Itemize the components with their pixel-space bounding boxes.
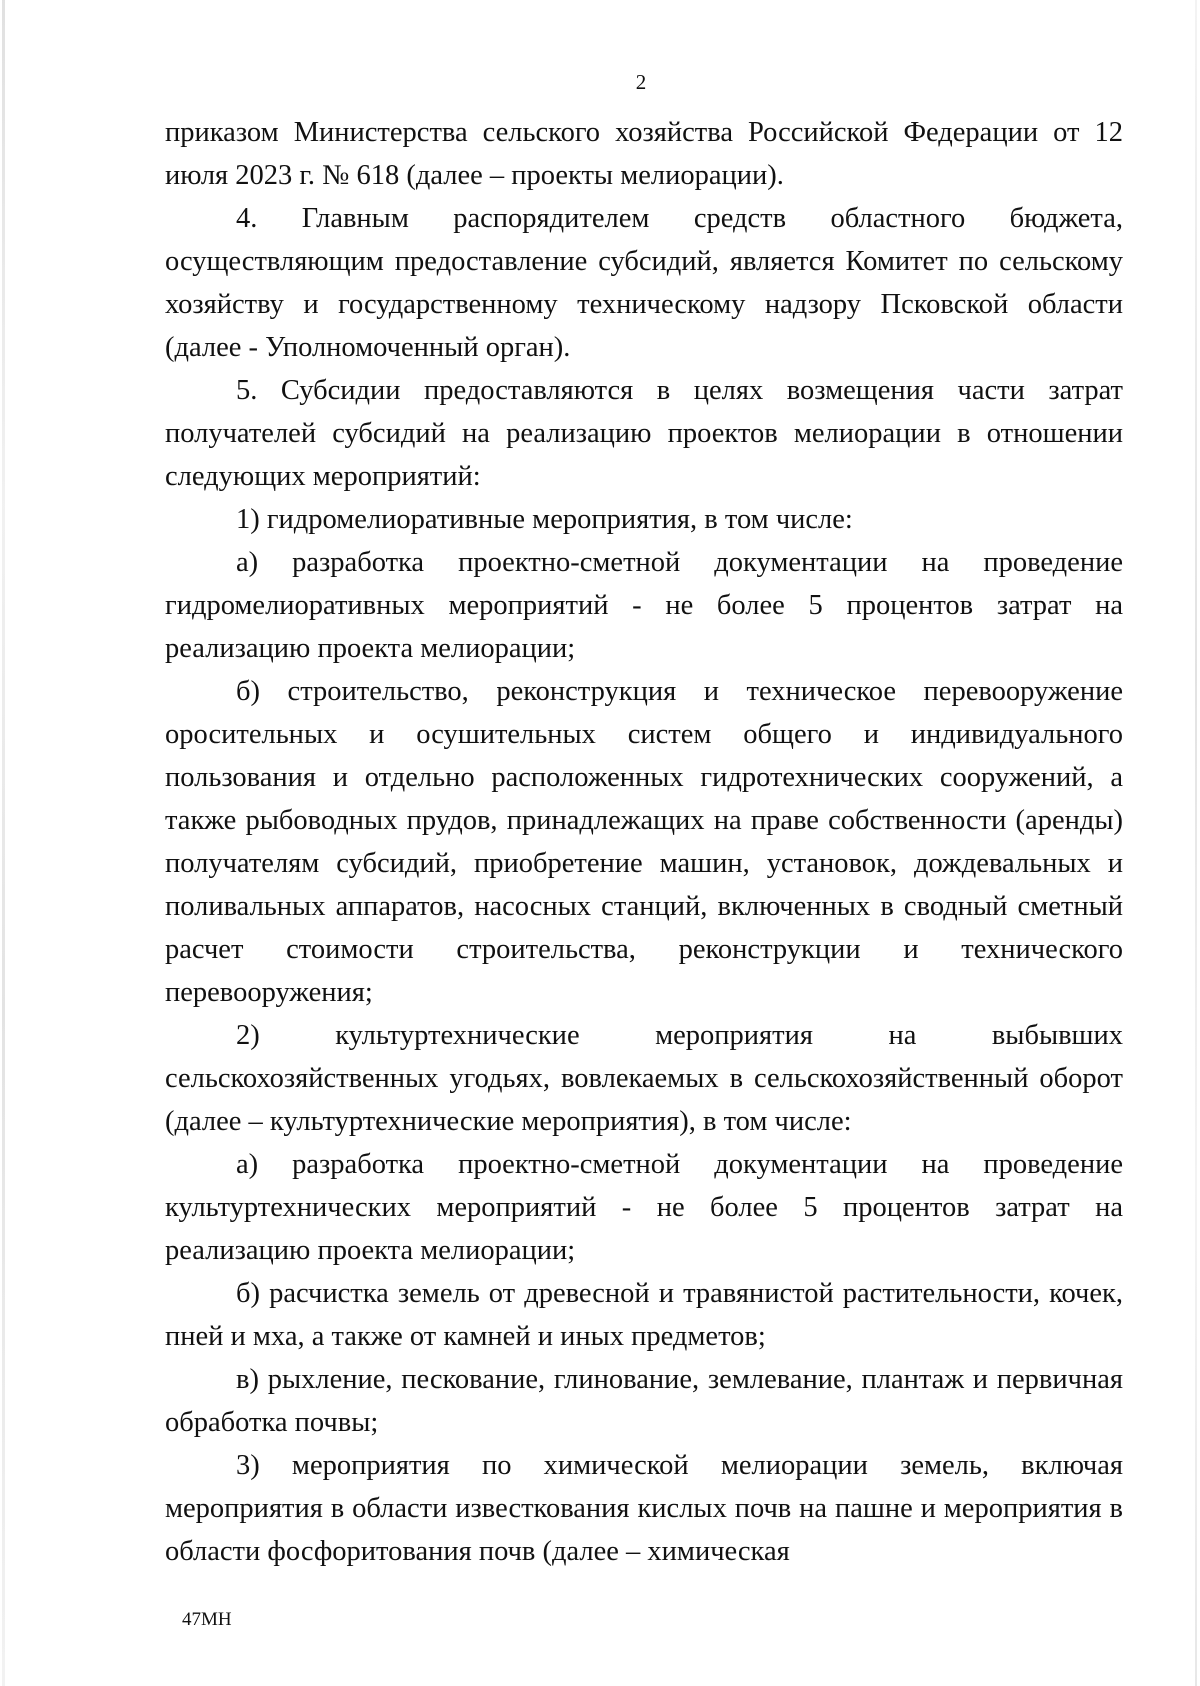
paragraph-item-4: 4. Главным распорядителем средств областного бюджета, осуществляющим предоставление субсидий, является Комитет по сельскому хозяйству и государственному техническому надзору Псковской области (далее - Уполномоченный орган).: [165, 203, 1123, 363]
scan-edge-right: [1195, 0, 1197, 1686]
paragraph-subitem-1: 1) гидромелиоративные мероприятия, в том числе:: [236, 504, 853, 535]
scan-edge-left: [2, 0, 5, 1686]
document-body: [165, 111, 1123, 1573]
paragraph-subitem-2a: а) разработка проектно-сметной документации на проведение культуртехнических мероприятий - не более 5 процентов затрат на реализацию проекта мелиорации;: [165, 1149, 1123, 1266]
footer-code: 47МН: [182, 1609, 232, 1630]
paragraph-subitem-3: 3) мероприятия по химической мелиорации земель, включая мероприятия в области известкования кислых почв на пашне и мероприятия в области фосфоритования почв (далее – химическая: [165, 1450, 1123, 1567]
paragraph-item-5: 5. Субсидии предоставляются в целях возмещения части затрат получателей субсидий на реализацию проектов мелиорации в отношении следующих мероприятий:: [165, 375, 1123, 492]
paragraph-subitem-2b: б) расчистка земель от древесной и травянистой растительности, кочек, пней и мха, а также от камней и иных предметов;: [165, 1278, 1123, 1352]
paragraph-subitem-2v: в) рыхление, пескование, глинование, землевание, плантаж и первичная обработка почвы;: [165, 1364, 1123, 1438]
paragraph-continuation: приказом Министерства сельского хозяйства Российской Федерации от 12 июля 2023 г. № 618 (далее – проекты мелиорации).: [165, 117, 1123, 191]
page-number: 2: [635, 70, 647, 94]
paragraph-subitem-1b: б) строительство, реконструкция и техническое перевооружение оросительных и осушительных систем общего и индивидуального пользования и отдельно расположенных гидротехнических сооружений, а также рыбоводных прудов, принадлежащих на праве собственности (аренды) получателям субсидий, приобретение машин, установок, дождевальных и поливальных аппаратов, насосных станций, включенных в сводный сметный расчет стоимости строительства, реконструкции и технического перевооружения;: [165, 676, 1123, 1008]
paragraph-subitem-1a: а) разработка проектно-сметной документации на проведение гидромелиоративных мероприятий - не более 5 процентов затрат на реализацию проекта мелиорации;: [165, 547, 1123, 664]
paragraph-subitem-2: 2) культуртехнические мероприятия на выбывших сельскохозяйственных угодьях, вовлекаемых в сельскохозяйственный оборот (далее – культуртехнические мероприятия), в том числе:: [165, 1020, 1123, 1137]
